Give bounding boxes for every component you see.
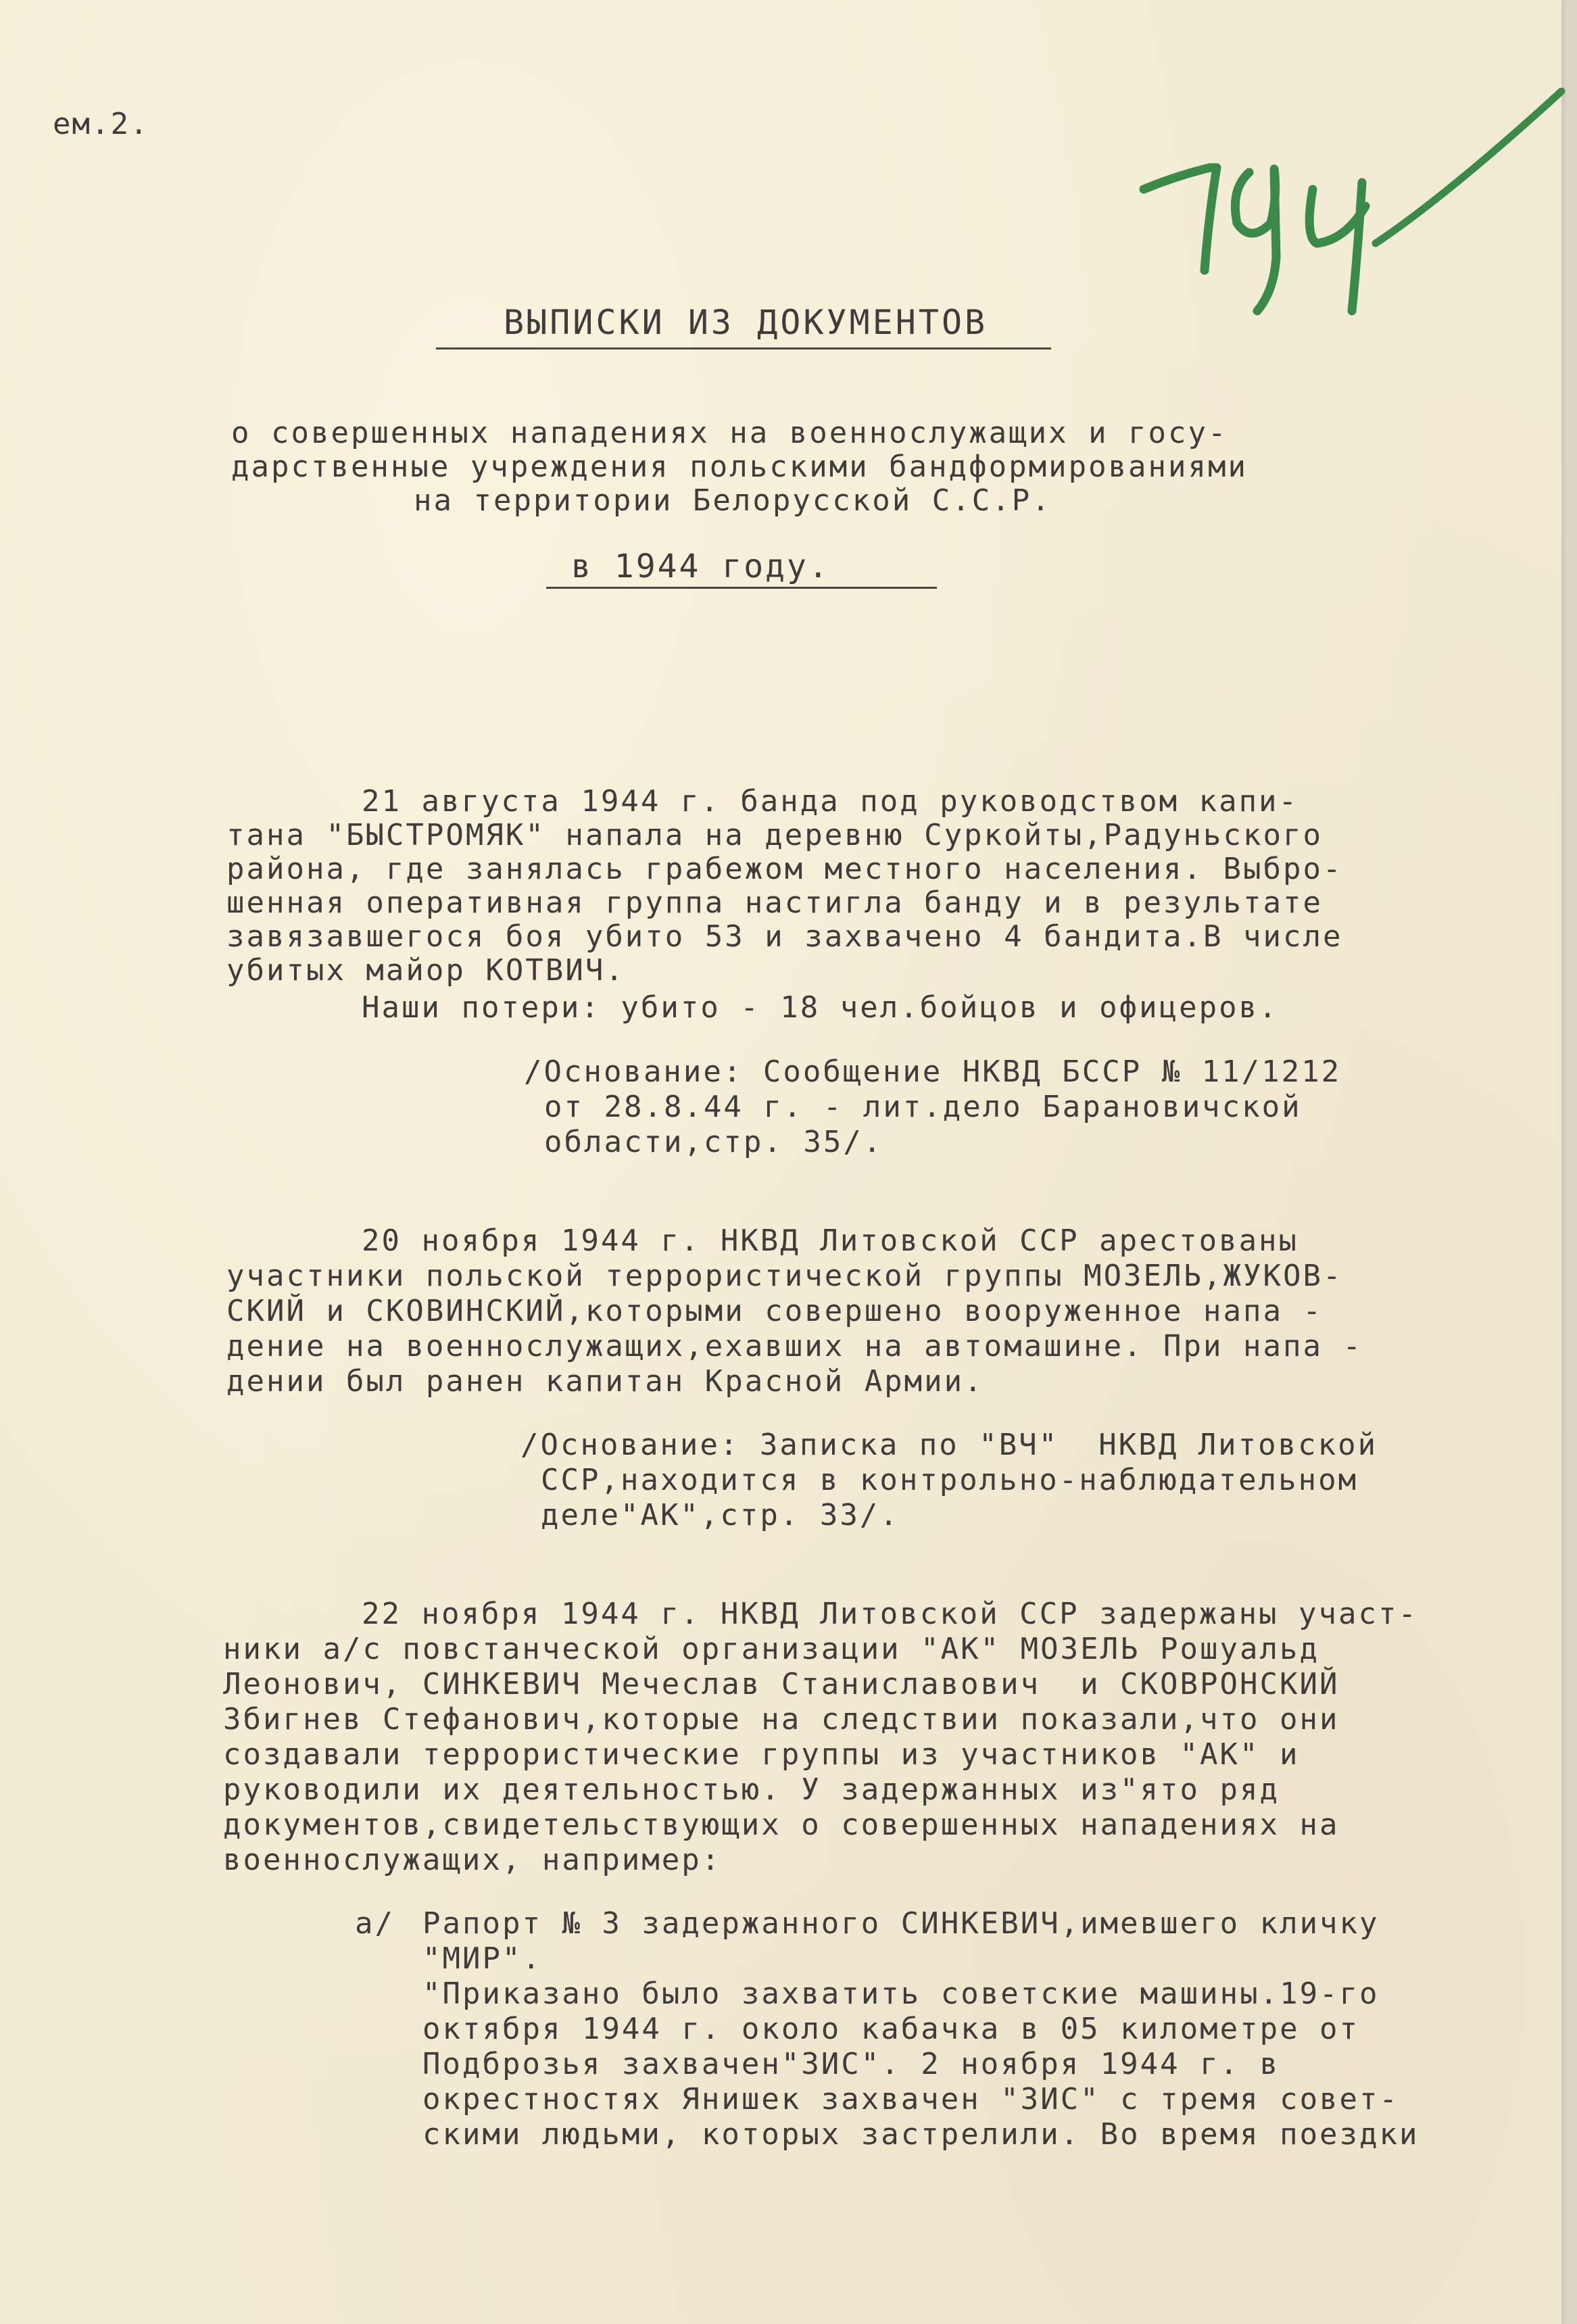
entry3-line-8: военнослужащих, например: xyxy=(223,1843,722,1877)
entry1-line-1: 21 августа 1944 г. банда под руководством капи- xyxy=(362,784,1299,819)
entry3-line-4: Збигнев Стефанович,которые на следствии показали,что они xyxy=(223,1702,1340,1737)
item-a-marker: а/ xyxy=(355,1906,395,1941)
item-a-line-3: "Приказано было захватить советские машины.19-го xyxy=(422,1977,1380,2011)
entry1-line-5: завязавшегося боя убито 53 и захвачено 4 бандита.В числе xyxy=(226,919,1343,954)
item-a-line-4: октября 1944 г. около кабачка в 05 километре от xyxy=(422,2012,1360,2046)
document-title: ВЫПИСКИ ИЗ ДОКУМЕНТОВ xyxy=(504,303,988,342)
entry2-basis-line-1: /Основание: Записка по "ВЧ" НКВД Литовской xyxy=(520,1428,1378,1462)
year-underline xyxy=(546,587,937,589)
entry3-line-2: ники а/с повстанческой организации "АК" МОЗЕЛЬ Рошуальд xyxy=(223,1632,1319,1666)
entry2-line-4: дение на военнослужащих,ехавших на автомашине. При напа - xyxy=(226,1329,1363,1363)
entry2-line-3: СКИЙ и СКОВИНСКИЙ,которыми совершено вооруженное напа - xyxy=(226,1294,1323,1328)
entry3-line-1: 22 ноября 1944 г. НКВД Литовской ССР задержаны участ- xyxy=(362,1597,1418,1631)
subtitle-line-3: на территории Белорусской С.С.Р. xyxy=(414,483,1052,518)
entry1-losses: Наши потери: убито - 18 чел.бойцов и офицеров. xyxy=(362,990,1279,1025)
entry1-basis-line-1: /Основание: Сообщение НКВД БССР № 11/1212 xyxy=(524,1055,1342,1089)
item-a-line-6: окрестностях Янишек захвачен "ЗИС" с тремя совет- xyxy=(422,2082,1400,2116)
entry2-basis-line-2: ССР,находится в контрольно-наблюдательном xyxy=(541,1463,1359,1497)
item-a-line-5: Подброзья захвачен"ЗИС". 2 ноября 1944 г. в xyxy=(422,2047,1280,2081)
year-heading: в 1944 году. xyxy=(571,548,830,585)
entry1-basis-line-3: области,стр. 35/. xyxy=(544,1125,883,1159)
entry1-line-2: тана "БЫСТРОМЯК" напала на деревню Суркойты,Радуньского xyxy=(226,818,1323,852)
entry3-line-3: Леонович, СИНКЕВИЧ Мечеслав Станиславович и СКОВРОНСКИЙ xyxy=(223,1667,1340,1701)
item-a-line-2: "МИР". xyxy=(422,1941,542,1976)
entry1-line-6: убитых майор КОТВИЧ. xyxy=(226,953,625,988)
entry2-basis-line-3: деле"АК",стр. 33/. xyxy=(541,1498,900,1532)
entry1-line-3: района, где занялась грабежом местного населения. Выбро- xyxy=(226,852,1343,886)
entry2-line-2: участники польской террористической группы МОЗЕЛЬ,ЖУКОВ- xyxy=(226,1259,1343,1293)
entry2-line-1: 20 ноября 1944 г. НКВД Литовской ССР арестованы xyxy=(362,1224,1299,1258)
entry3-line-6: руководили их деятельностью. У задержанных из"ято ряд xyxy=(223,1772,1280,1807)
entry1-line-4: шенная оперативная группа настигла банду и в результате xyxy=(226,886,1323,920)
archive-mark: ем.2. xyxy=(53,107,149,141)
item-a-line-7: скими людьми, которых застрелили. Во время поездки xyxy=(422,2117,1420,2152)
entry1-basis-line-2: от 28.8.44 г. - лит.дело Барановичской xyxy=(544,1090,1302,1124)
entry3-line-5: создавали террористические группы из участников "АК" и xyxy=(223,1737,1300,1772)
title-underline xyxy=(436,347,1051,349)
folio-number-text: 194 xyxy=(1136,88,1137,89)
subtitle-line-1: о совершенных нападениях на военнослужащих и госу- xyxy=(231,416,1228,450)
handwritten-folio-number xyxy=(1136,88,1568,372)
subtitle-line-2: дарственные учреждения польскими бандформированиями xyxy=(231,450,1248,484)
item-a-line-1: Рапорт № 3 задержанного СИНКЕВИЧ,имевшего кличку xyxy=(422,1906,1380,1941)
entry2-line-5: дении был ранен капитан Красной Армии. xyxy=(226,1364,984,1399)
entry3-line-7: документов,свидетельствующих о совершенных нападениях на xyxy=(223,1808,1340,1842)
